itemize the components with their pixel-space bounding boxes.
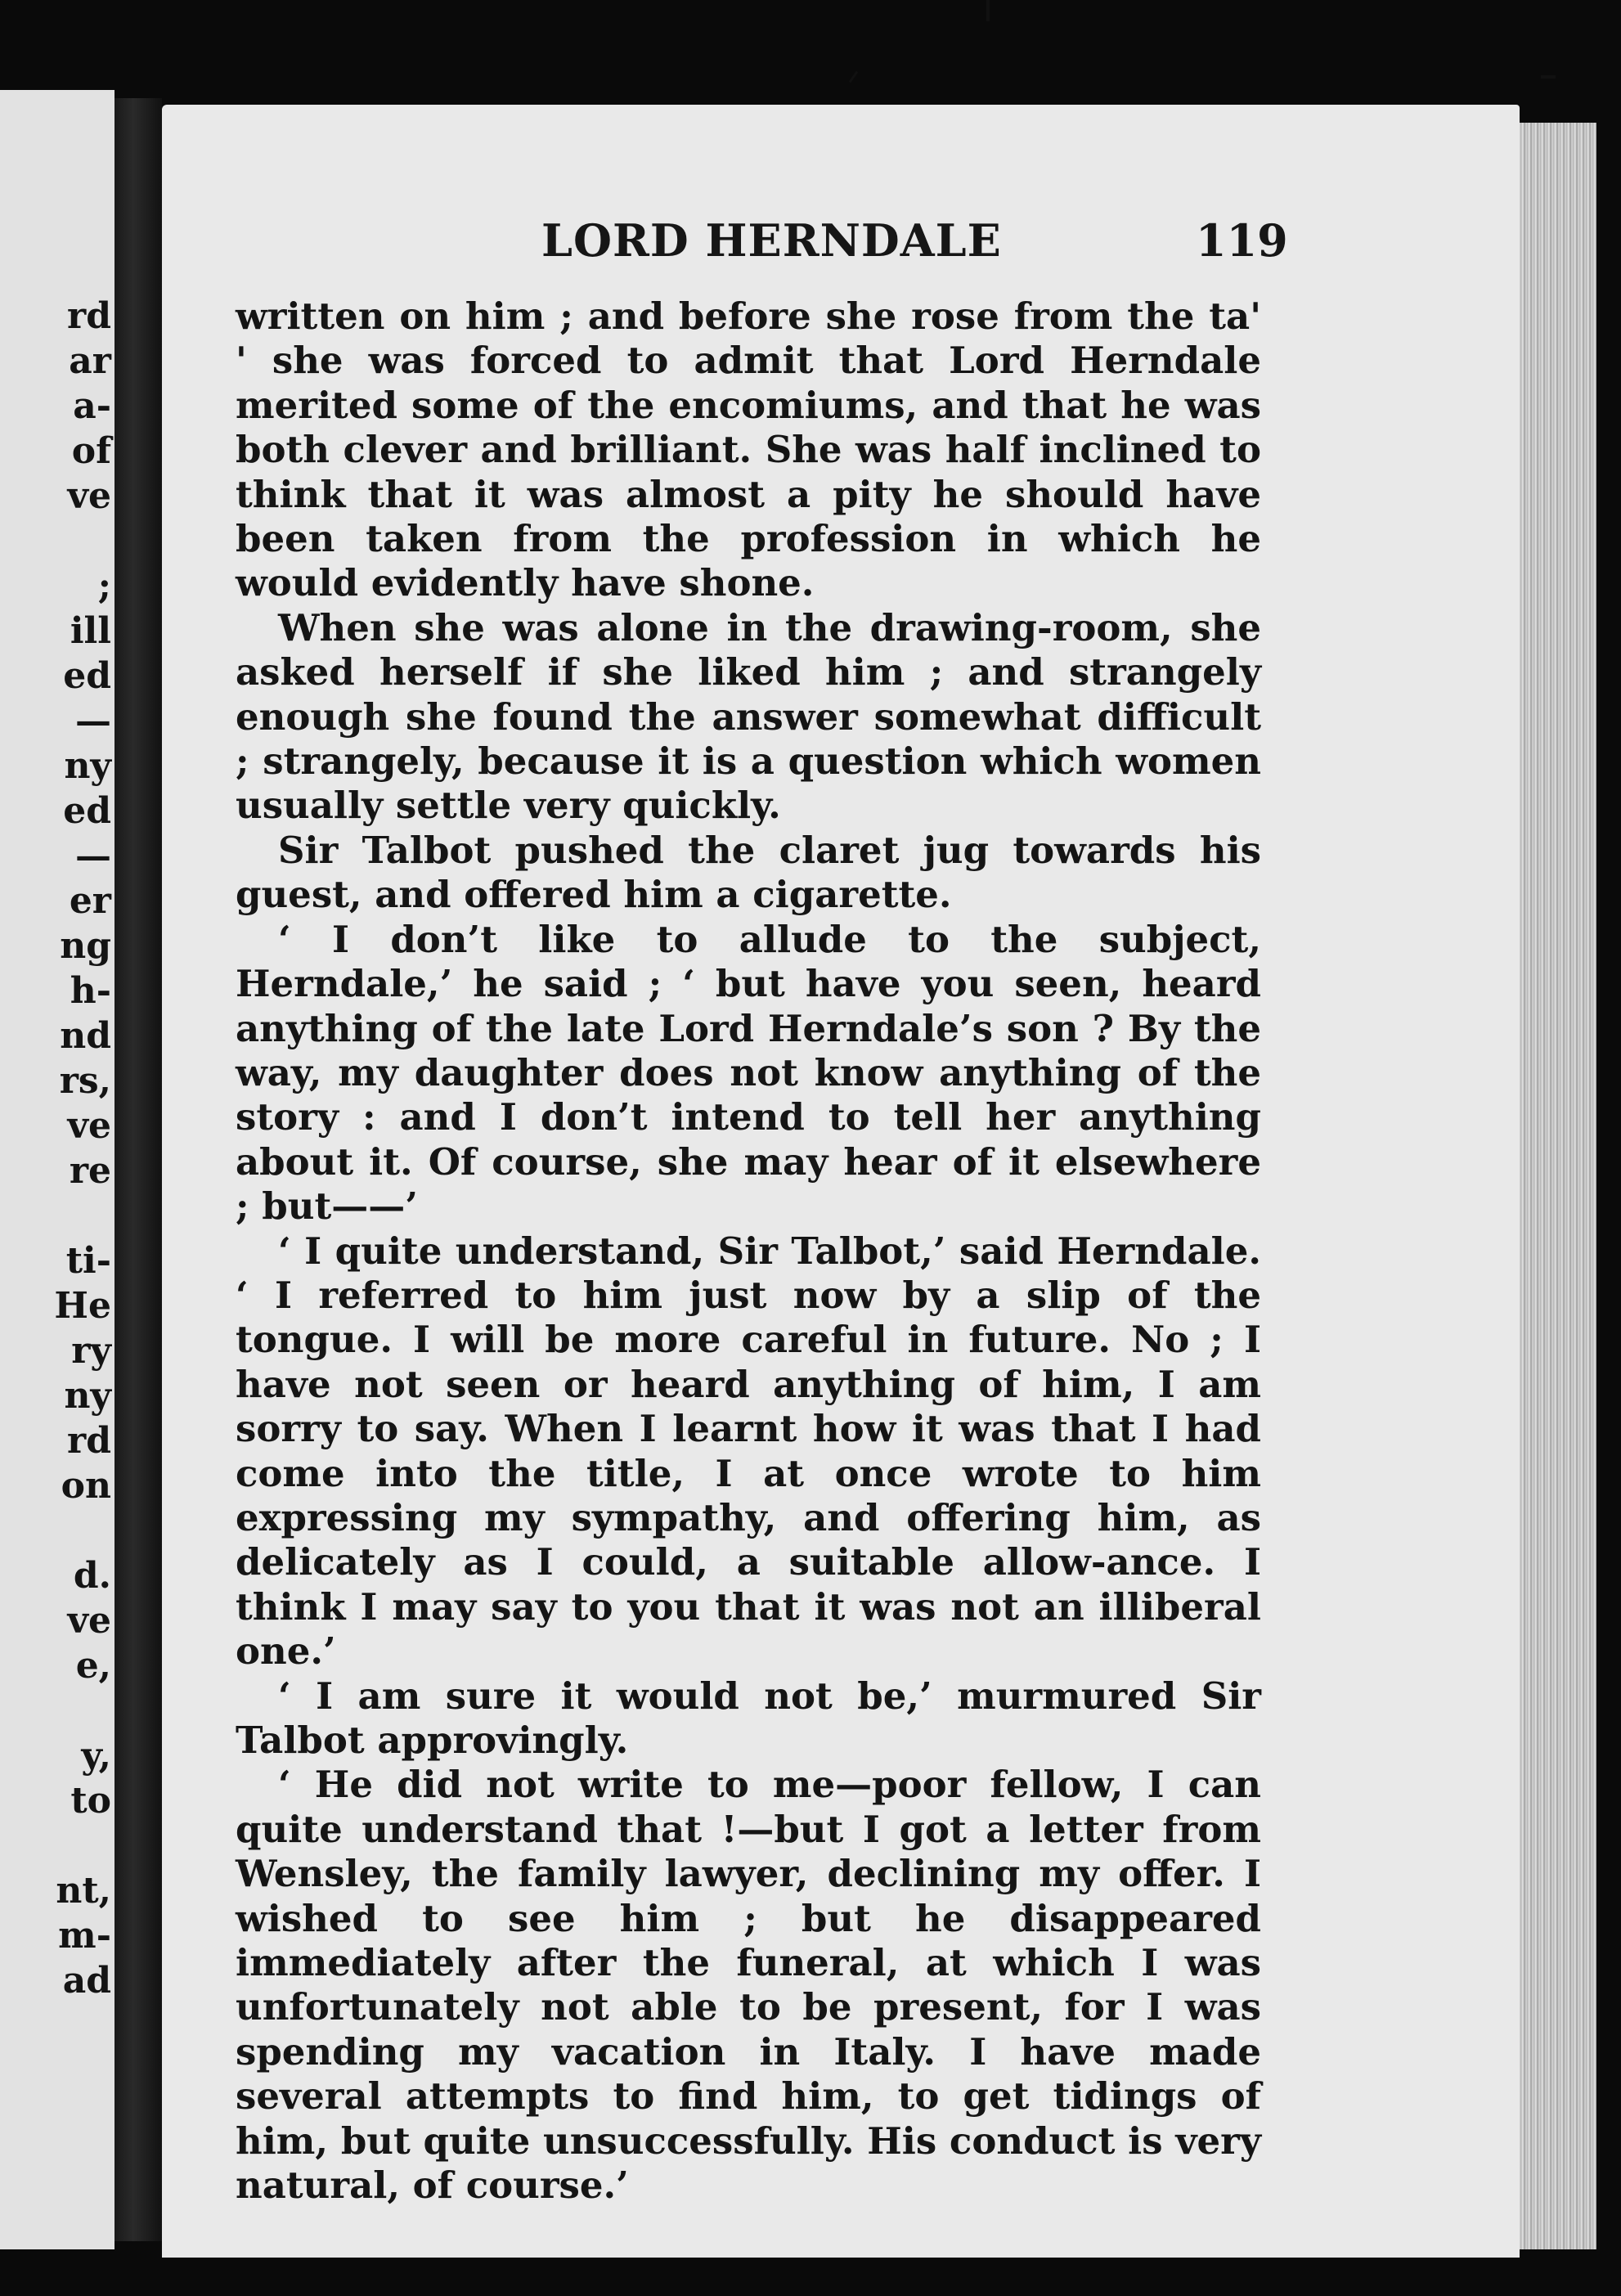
line-fragment: on: [61, 1465, 111, 1507]
line-fragment: nd: [60, 1015, 111, 1057]
line-fragment: ;: [97, 565, 111, 607]
line-fragment: nt,: [56, 1870, 111, 1912]
line-fragment: a-: [73, 385, 111, 427]
page-number: 119: [1196, 214, 1288, 267]
line-fragment: h-: [70, 970, 111, 1012]
paragraph: Sir Talbot pushed the claret jug towards his guest, and offered him a cigarette.: [236, 828, 1261, 917]
paragraph: When she was alone in the drawing-room, she asked herself if she liked him ; and strangely enough she found the answer somewhat difficult ; strangely, because it is a question which women usually settle very quickly.: [236, 605, 1261, 828]
line-fragment: ed: [63, 655, 111, 697]
line-fragment: —: [75, 700, 111, 742]
line-fragment: ti-: [65, 1240, 111, 1282]
line-fragment: ve: [67, 475, 111, 517]
paragraph: ‘ I quite understand, Sir Talbot,’ said Herndale. ‘ I referred to him just now by a slip of the tongue. I will be more careful in future. No ; I have not seen or heard anything of him, I am sorry to say. When I learnt how it was that I had come into the title, I at once wrote to him expressing my sympathy, and offering him, as delicately as I could, a suitable allow-ance. I think I may say to you that it was not an illiberal one.’: [236, 1229, 1261, 1674]
paragraph: ‘ I am sure it would not be,’ murmured Sir Talbot approvingly.: [236, 1674, 1261, 1762]
line-fragment: d.: [73, 1555, 111, 1597]
line-fragment: of: [71, 430, 111, 472]
line-fragment: m-: [58, 1915, 111, 1957]
body-text: [236, 294, 1261, 2208]
paragraph: ‘ I don’t like to allude to the subject, Herndale,’ he said ; ‘ but have you seen, heard anything of the late Lord Herndale’s son ? By the way, my daughter does not know anything of the story : and I don’t intend to tell her anything about it. Of course, she may hear of it elsewhere ; but——’: [236, 917, 1261, 1229]
line-fragment: y,: [81, 1735, 111, 1777]
scan-speck: [849, 71, 859, 83]
line-fragment: ny: [64, 745, 111, 787]
line-fragment: ng: [60, 925, 111, 967]
scan-speck: [1541, 75, 1556, 79]
scan-bottom-shadow: [162, 2258, 1601, 2296]
line-fragment: He: [54, 1285, 111, 1327]
facing-page-line-fragments: [0, 90, 115, 2249]
paragraph: written on him ; and before she rose from the ta' ' she was forced to admit that Lord Herndale merited some of the encomiums, and that he was both clever and brilliant. She was half inclined to think that it was almost a pity he should have been taken from the profession in which he would evidently have shone.: [236, 294, 1261, 605]
line-fragment: ill: [70, 610, 111, 652]
line-fragment: rd: [67, 295, 111, 337]
line-fragment: e,: [75, 1645, 111, 1687]
paragraph: ‘ He did not write to me—poor fellow, I can quite understand that !—but I got a letter from Wensley, the family lawyer, declining my offer. I wished to see him ; but he disappeared immediately after the funeral, at which I was unfortunately not able to be present, for I was spending my vacation in Italy. I have made several attempts to find him, to get tidings of him, but quite unsuccessfully. His conduct is very natural, of course.’: [236, 1763, 1261, 2208]
line-fragment: ad: [62, 1960, 111, 2002]
line-fragment: re: [69, 1150, 111, 1192]
line-fragment: ve: [67, 1600, 111, 1642]
line-fragment: rs,: [59, 1060, 111, 1102]
line-fragment: ny: [64, 1375, 111, 1417]
line-fragment: rd: [67, 1420, 111, 1462]
scan-speck: [986, 0, 990, 21]
line-fragment: ve: [67, 1105, 111, 1147]
line-fragment: —: [75, 835, 111, 877]
page-block-edges: [1515, 123, 1596, 2249]
line-fragment: ry: [71, 1330, 111, 1372]
line-fragment: ed: [63, 790, 111, 832]
line-fragment: ar: [69, 340, 111, 382]
line-fragment: to: [70, 1780, 111, 1822]
line-fragment: er: [69, 880, 111, 922]
facing-page-edge: [0, 90, 115, 2249]
running-head: LORD HERNDALE: [541, 214, 1002, 267]
book-gutter: [115, 98, 162, 2241]
